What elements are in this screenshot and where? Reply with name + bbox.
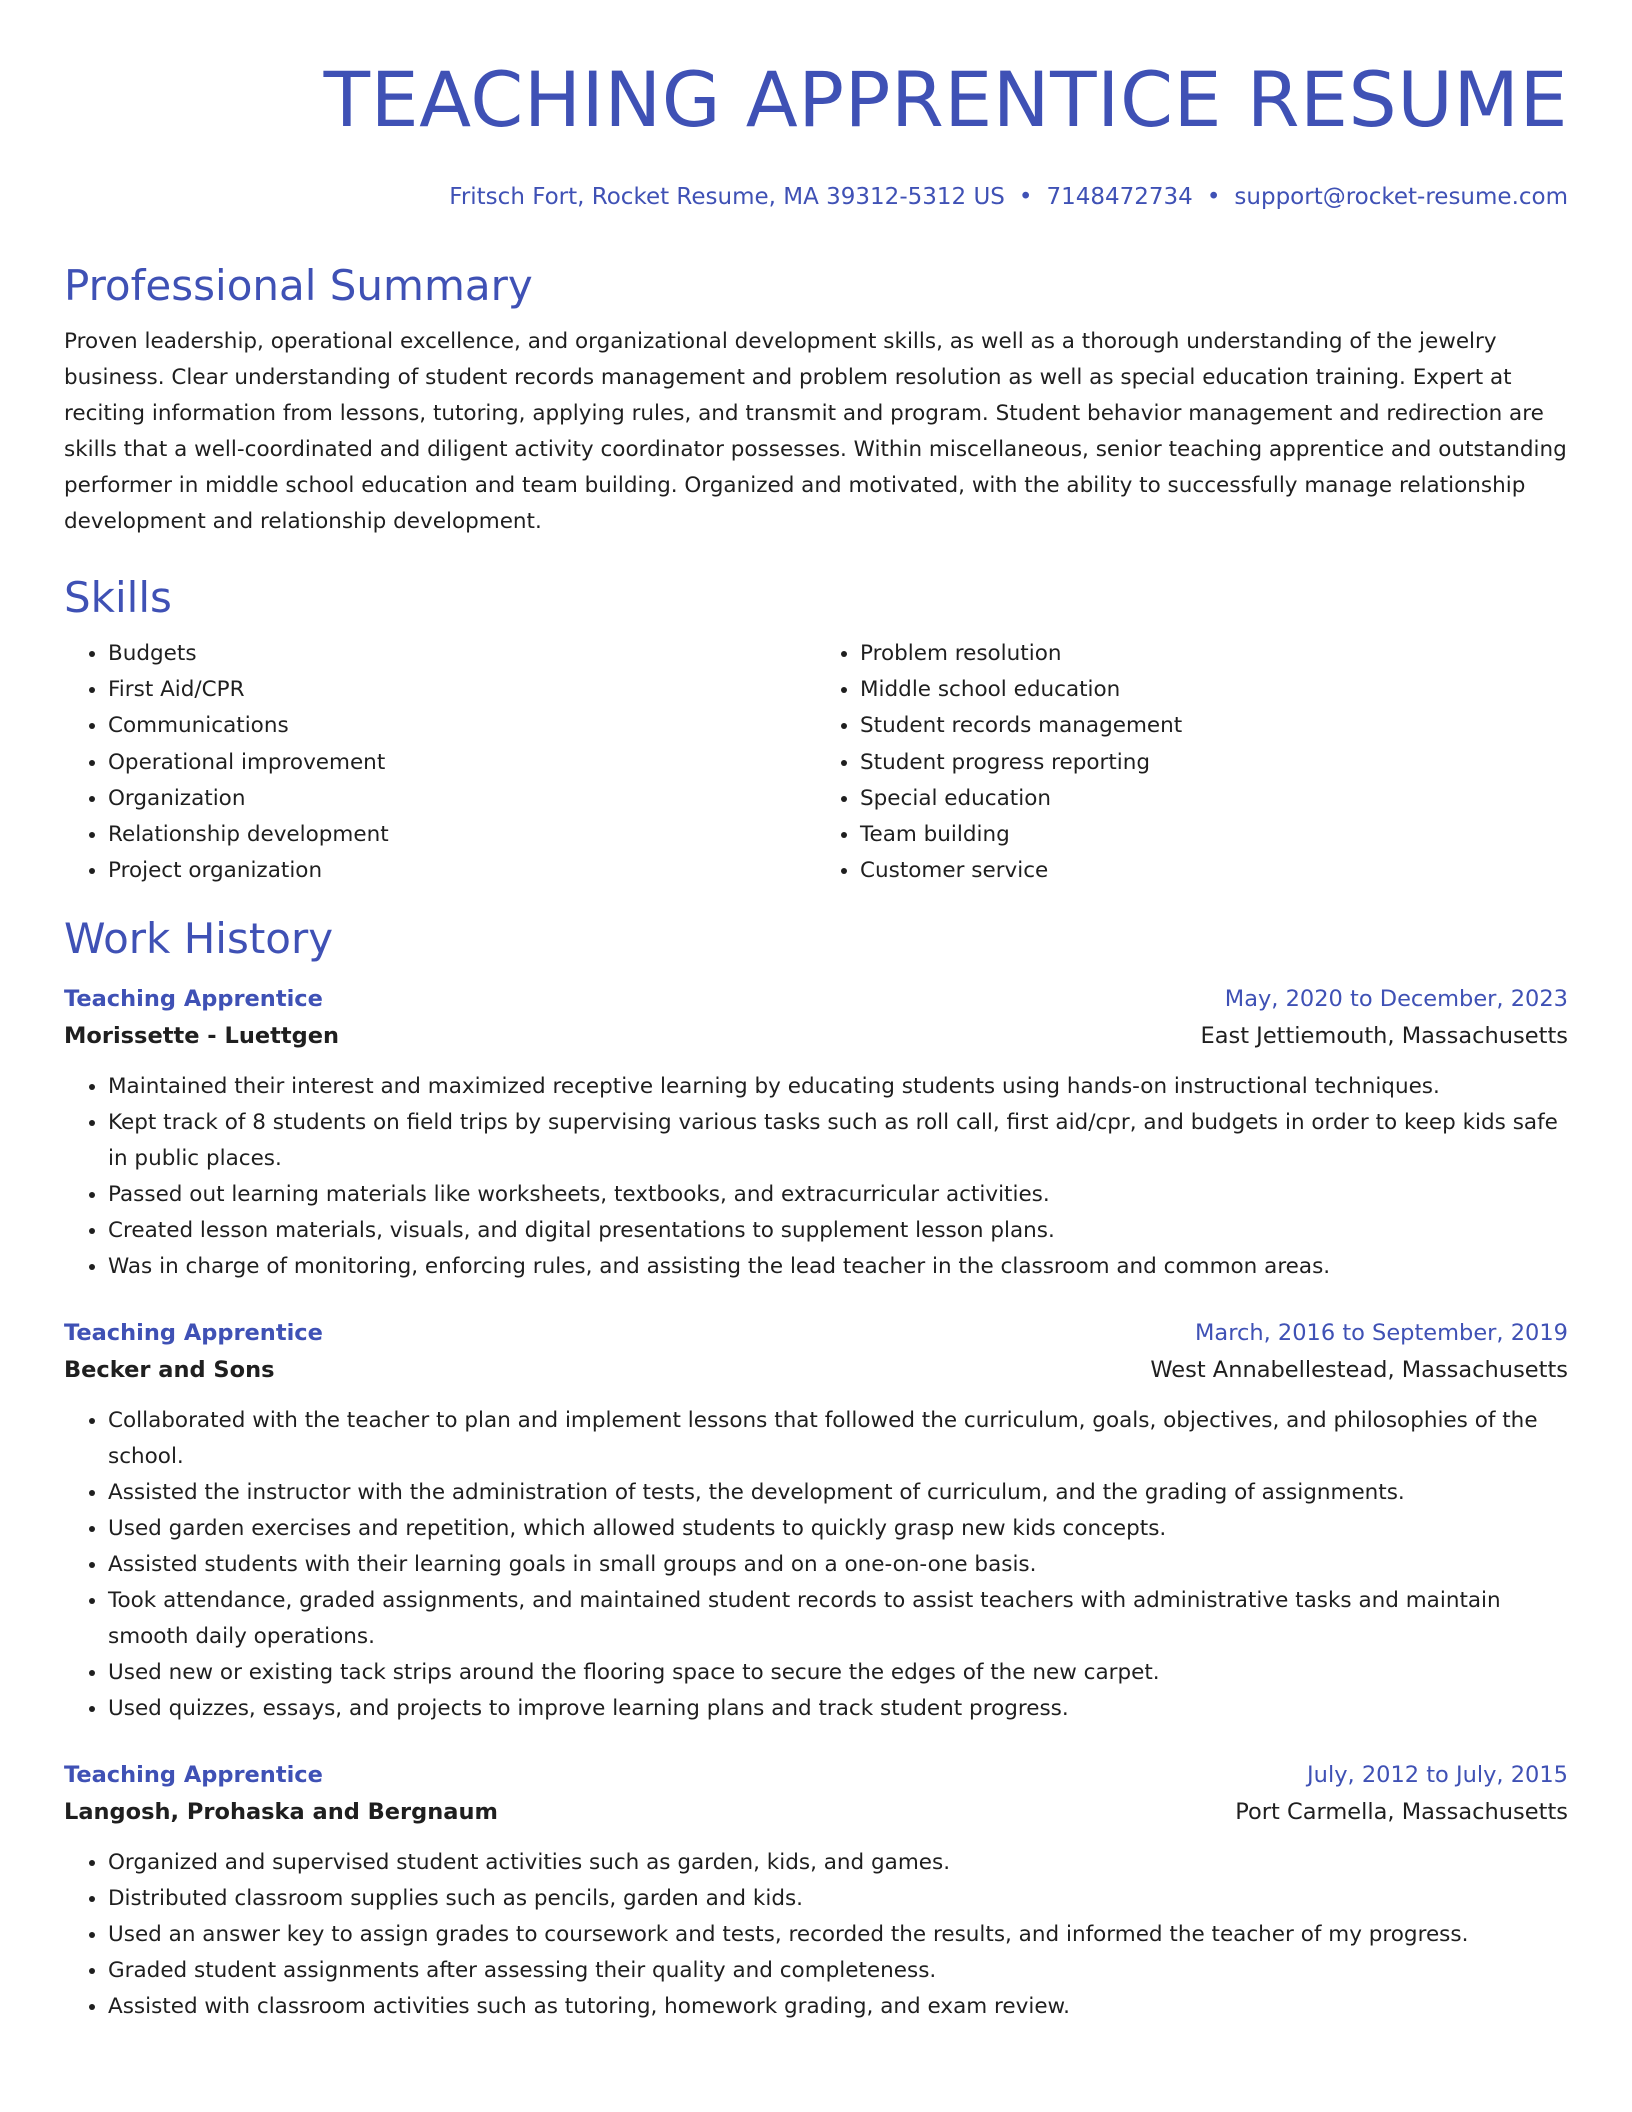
- job-entry: [64, 981, 1568, 1285]
- job-company: Langosh, Prohaska and Bergnaum: [64, 1799, 498, 1826]
- job-duty-item: • Used garden exercises and repetition, which allowed students to quickly grasp new kids concepts.: [108, 1511, 1568, 1547]
- job-duties-list: [64, 1069, 1568, 1285]
- resume-title: TEACHING APPRENTICE RESUME: [323, 55, 1568, 144]
- resume-header: [64, 52, 1568, 212]
- skills-list-right: [816, 636, 1568, 889]
- job-duty-item: • Used an answer key to assign grades to coursework and tests, recorded the results, and informed the teacher of my progress.: [108, 1917, 1568, 1953]
- job-duties-list: [64, 1845, 1568, 2025]
- contact-email: support@rocket-resume.com: [1234, 184, 1568, 210]
- job-duty-item: • Assisted with classroom activities such as tutoring, homework grading, and exam review.: [108, 1989, 1568, 2025]
- professional-summary-section: [64, 258, 1568, 540]
- job-duties-list: [64, 1403, 1568, 1727]
- job-title: Teaching Apprentice: [64, 986, 323, 1013]
- jobs-list: [64, 981, 1568, 2025]
- job-location: Port Carmella, Massachusetts: [1235, 1799, 1568, 1826]
- skills-heading: Skills: [64, 573, 172, 622]
- job-duty-item: • Graded student assignments after assessing their quality and completeness.: [108, 1953, 1568, 1989]
- skills-section: [64, 570, 1568, 889]
- job-duty-item: • Distributed classroom supplies such as pencils, garden and kids.: [108, 1881, 1568, 1917]
- skill-item: • Middle school education: [860, 672, 1568, 708]
- job-duty-item: • Assisted students with their learning goals in small groups and on a one-on-one basis.: [108, 1547, 1568, 1583]
- skill-item: • Project organization: [108, 853, 816, 889]
- job-company: Becker and Sons: [64, 1357, 275, 1384]
- job-duty-item: • Was in charge of monitoring, enforcing rules, and assisting the lead teacher in the classroom and common areas.: [108, 1249, 1568, 1285]
- job-company: Morissette - Luettgen: [64, 1023, 339, 1050]
- skills-columns: [64, 636, 1568, 889]
- contact-phone: 7148472734: [1046, 184, 1193, 210]
- job-dates: July, 2012 to July, 2015: [1307, 1762, 1568, 1789]
- job-company-row: [64, 1352, 1568, 1389]
- skill-item: • Operational improvement: [108, 745, 816, 781]
- job-duty-item: • Used quizzes, essays, and projects to improve learning plans and track student progress.: [108, 1691, 1568, 1727]
- skill-item: • Communications: [108, 708, 816, 744]
- job-duty-item: • Took attendance, graded assignments, and maintained student records to assist teachers with administrative tasks and maintain smooth daily operations.: [108, 1583, 1568, 1655]
- job-title-row: [64, 1315, 1568, 1352]
- job-entry: [64, 1757, 1568, 2025]
- job-duty-item: • Organized and supervised student activities such as garden, kids, and games.: [108, 1845, 1568, 1881]
- work-history-section: [64, 911, 1568, 2025]
- skill-item: • Customer service: [860, 853, 1568, 889]
- contact-separator: •: [1018, 184, 1033, 210]
- skill-item: • Organization: [108, 781, 816, 817]
- job-duty-item: • Assisted the instructor with the administration of tests, the development of curriculum, and the grading of assignments.: [108, 1475, 1568, 1511]
- contact-separator: •: [1206, 184, 1221, 210]
- job-duty-item: • Collaborated with the teacher to plan and implement lessons that followed the curriculum, goals, objectives, and philosophies of the school.: [108, 1403, 1568, 1475]
- job-dates: March, 2016 to September, 2019: [1195, 1320, 1568, 1347]
- skills-list-left: [64, 636, 816, 889]
- skill-item: • Budgets: [108, 636, 816, 672]
- skill-item: • Problem resolution: [860, 636, 1568, 672]
- skill-item: • Team building: [860, 817, 1568, 853]
- job-duty-item: • Used new or existing tack strips around the flooring space to secure the edges of the new carpet.: [108, 1655, 1568, 1691]
- job-location: West Annabellestead, Massachusetts: [1150, 1357, 1568, 1384]
- contact-address: Fritsch Fort, Rocket Resume, MA 39312-5312 US: [449, 184, 1005, 210]
- summary-heading: Professional Summary: [64, 261, 533, 310]
- skill-item: • Student records management: [860, 708, 1568, 744]
- job-duty-item: • Kept track of 8 students on field trips by supervising various tasks such as roll call, first aid/cpr, and budgets in order to keep kids safe in public places.: [108, 1105, 1568, 1177]
- job-entry: [64, 1315, 1568, 1727]
- job-dates: May, 2020 to December, 2023: [1224, 986, 1568, 1013]
- job-duty-item: • Maintained their interest and maximized receptive learning by educating students using hands-on instructional techniques.: [108, 1069, 1568, 1105]
- job-title-row: [64, 981, 1568, 1018]
- job-title-row: [64, 1757, 1568, 1794]
- job-duty-item: • Passed out learning materials like worksheets, textbooks, and extracurricular activities.: [108, 1177, 1568, 1213]
- skill-item: • Special education: [860, 781, 1568, 817]
- job-duty-item: • Created lesson materials, visuals, and digital presentations to supplement lesson plans.: [108, 1213, 1568, 1249]
- skill-item: • Relationship development: [108, 817, 816, 853]
- job-company-row: [64, 1018, 1568, 1055]
- contact-line: [64, 182, 1568, 212]
- summary-text: Proven leadership, operational excellence, and organizational development skills, as well as a thorough understanding of the jewelry business. Clear understanding of student records management and problem resolution as well as special education training. Expert at reciting information from lessons, tutoring, applying rules, and transmit and program. Student behavior management and redirection are skills that a well-coordinated and diligent activity coordinator possesses. Within miscellaneous, senior teaching apprentice and outstanding performer in middle school education and team building. Organized and motivated, with the ability to successfully manage relationship development and relationship development.: [64, 329, 1567, 534]
- skill-item: • First Aid/CPR: [108, 672, 816, 708]
- job-location: East Jettiemouth, Massachusetts: [1200, 1023, 1568, 1050]
- job-title: Teaching Apprentice: [64, 1320, 323, 1347]
- skill-item: • Student progress reporting: [860, 745, 1568, 781]
- job-title: Teaching Apprentice: [64, 1762, 323, 1789]
- work-history-heading: Work History: [64, 914, 334, 964]
- job-company-row: [64, 1794, 1568, 1831]
